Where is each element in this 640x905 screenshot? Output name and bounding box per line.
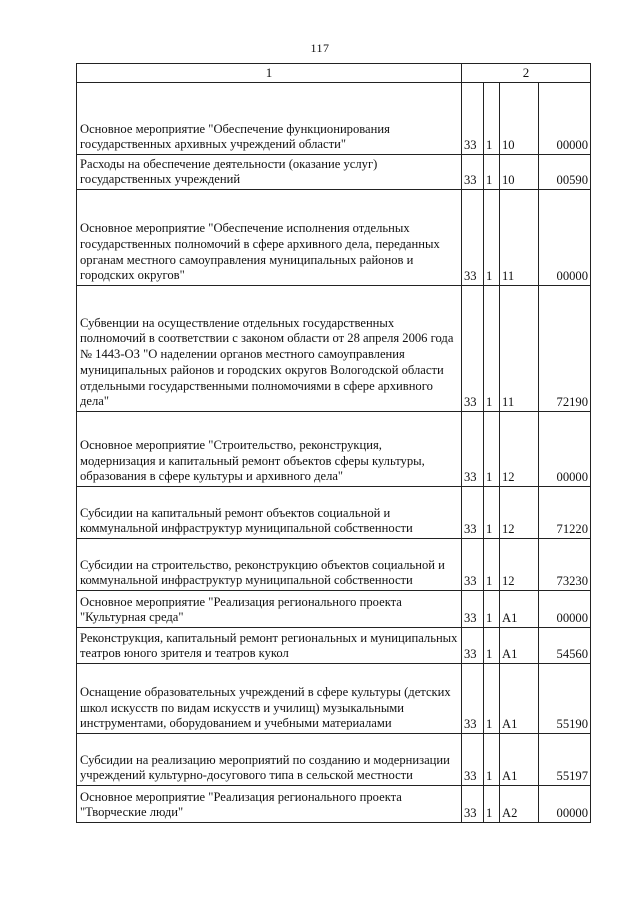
row-name: Основное мероприятие "Обеспечение исполнения отдельных государственных полномочий в сфере архивного дела, переданных органам местного самоуправления муниципальных районов и городских округов" [77,190,462,286]
code-event: 12 [500,539,539,591]
code-event: 10 [500,155,539,190]
code-subprogram: 1 [484,487,500,539]
code-program: 33 [462,83,484,155]
row-name: Расходы на обеспечение деятельности (оказание услуг) государственных учреждений [77,155,462,190]
code-event: A1 [500,628,539,664]
page-number: 117 [310,41,330,55]
table-header-row [77,64,591,83]
row-name: Субсидии на реализацию мероприятий по созданию и модернизации учреждений культурно-досугового типа в сельской местности [77,734,462,786]
code-event: A1 [500,734,539,786]
row-name: Субсидии на строительство, реконструкцию объектов социальной и коммунальной инфраструктур муниципальной собственности [77,539,462,591]
code-subprogram: 1 [484,83,500,155]
table-row [77,664,591,734]
code-event: 12 [500,487,539,539]
code-direction: 00590 [539,155,591,190]
table-row [77,591,591,628]
table-row [77,487,591,539]
code-event: 11 [500,286,539,412]
table-row [77,286,591,412]
code-subprogram: 1 [484,155,500,190]
table-row [77,155,591,190]
code-event: 12 [500,412,539,487]
row-name: Основное мероприятие "Строительство, реконструкция, модернизация и капитальный ремонт объектов сферы культуры, образования в сфере культуры и архивного дела" [77,412,462,487]
table-row [77,539,591,591]
code-program: 33 [462,628,484,664]
code-event: A2 [500,786,539,823]
code-direction: 00000 [539,591,591,628]
code-direction: 00000 [539,190,591,286]
code-program: 33 [462,412,484,487]
code-program: 33 [462,664,484,734]
code-direction: 00000 [539,786,591,823]
table-row [77,412,591,487]
code-subprogram: 1 [484,734,500,786]
row-name: Субвенции на осуществление отдельных государственных полномочий в соответствии с законом области от 28 апреля 2006 года № 1443-ОЗ "О наделении органов местного самоуправления муниципальных районов и городских округов Вологодской области отдельными государственными полномочиями в сфере архивного дела" [77,286,462,412]
budget-classification-table [76,63,591,823]
code-subprogram: 1 [484,628,500,664]
code-direction: 00000 [539,412,591,487]
code-program: 33 [462,591,484,628]
code-program: 33 [462,786,484,823]
code-subprogram: 1 [484,190,500,286]
code-subprogram: 1 [484,786,500,823]
table-row [77,628,591,664]
code-subprogram: 1 [484,412,500,487]
code-event: A1 [500,664,539,734]
code-event: A1 [500,591,539,628]
code-direction: 00000 [539,83,591,155]
row-name: Основное мероприятие "Реализация регионального проекта "Культурная среда" [77,591,462,628]
table-row [77,786,591,823]
code-direction: 55197 [539,734,591,786]
table-row [77,83,591,155]
code-direction: 72190 [539,286,591,412]
code-direction: 73230 [539,539,591,591]
code-event: 10 [500,83,539,155]
table-row [77,190,591,286]
code-subprogram: 1 [484,539,500,591]
table-row [77,734,591,786]
code-direction: 71220 [539,487,591,539]
code-subprogram: 1 [484,286,500,412]
code-program: 33 [462,286,484,412]
code-program: 33 [462,539,484,591]
code-direction: 54560 [539,628,591,664]
row-name: Оснащение образовательных учреждений в сфере культуры (детских школ искусств по видам искусств и училищ) музыкальными инструментами, оборудованием и учебными материалами [77,664,462,734]
code-event: 11 [500,190,539,286]
column-header-2: 2 [462,64,591,83]
code-program: 33 [462,190,484,286]
column-header-1: 1 [77,64,462,83]
row-name: Субсидии на капитальный ремонт объектов социальной и коммунальной инфраструктур муниципальной собственности [77,487,462,539]
code-program: 33 [462,155,484,190]
code-program: 33 [462,487,484,539]
code-subprogram: 1 [484,664,500,734]
code-direction: 55190 [539,664,591,734]
row-name: Реконструкция, капитальный ремонт региональных и муниципальных театров юного зрителя и театров кукол [77,628,462,664]
row-name: Основное мероприятие "Обеспечение функционирования государственных архивных учреждений области" [77,83,462,155]
code-subprogram: 1 [484,591,500,628]
code-program: 33 [462,734,484,786]
row-name: Основное мероприятие "Реализация регионального проекта "Творческие люди" [77,786,462,823]
